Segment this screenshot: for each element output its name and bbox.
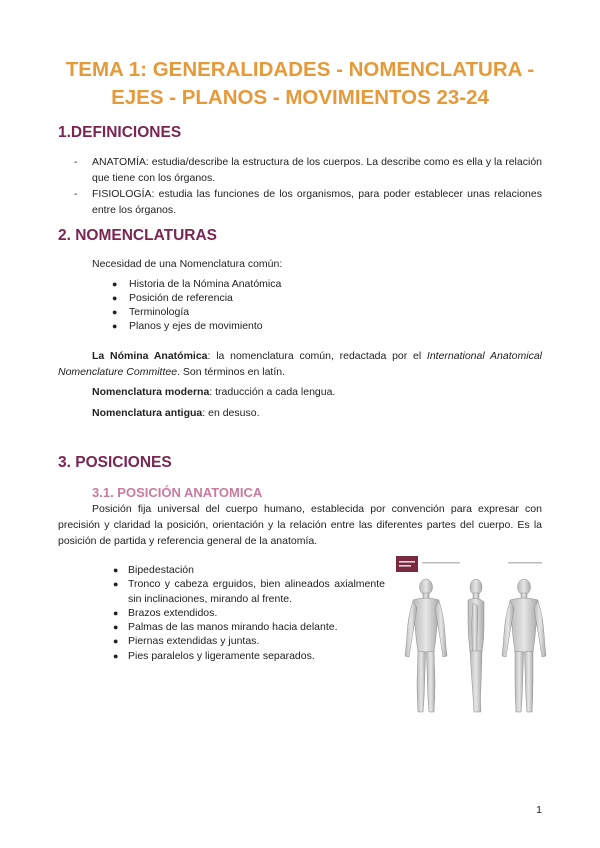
antigua-paragraph	[92, 405, 260, 421]
bullet-dot: ●	[113, 565, 119, 575]
bullet-item	[113, 634, 385, 648]
antigua-term: Nomenclatura antigua	[92, 407, 203, 419]
bullet-item	[113, 563, 385, 577]
definition-item-anatomia	[58, 154, 542, 186]
moderna-paragraph	[92, 384, 335, 400]
bullet-item	[113, 620, 385, 634]
nomina-text-end: . Son términos en latín.	[177, 366, 286, 378]
moderna-text: : traducción a cada lengua.	[209, 386, 336, 398]
bullet-text: Planos y ejes de movimiento	[129, 320, 263, 332]
moderna-term: Nomenclatura moderna	[92, 386, 210, 398]
bullet-dot: ●	[113, 650, 119, 661]
bullet-text: Bipedestación	[128, 564, 194, 576]
bullet-item	[112, 305, 281, 319]
nomenclature-bullets	[112, 277, 281, 333]
back-body-figure	[502, 579, 546, 712]
bullet-text: Brazos extendidos.	[128, 606, 218, 619]
bullet-dot: ●	[113, 636, 119, 647]
section-heading-posiciones: 3. POSICIONES	[58, 454, 172, 471]
posicion-bullets	[113, 563, 385, 663]
bullet-item	[113, 606, 385, 620]
dash-marker: -	[74, 188, 78, 200]
bullet-text: Palmas de las manos mirando hacia delante.	[128, 621, 338, 634]
bullet-item	[113, 577, 385, 606]
bullet-item	[113, 649, 385, 663]
bullet-text: Tronco y cabeza erguidos, bien alineados axialmente sin inclinaciones, mirando al frente.	[128, 578, 385, 605]
nomenclature-intro: Necesidad de una Nomenclatura común:	[92, 258, 283, 270]
title-line-2: EJES - PLANOS - MOVIMIENTOS 23-24	[111, 86, 489, 109]
page-number: 1	[536, 804, 542, 816]
front-body-figure	[405, 579, 447, 712]
definition-item-fisiologia	[58, 186, 542, 218]
bullet-text: Terminología	[129, 306, 190, 318]
bullet-text: Piernas extendidas y juntas.	[128, 635, 260, 648]
bullet-text: Pies paralelos y ligeramente separados.	[128, 649, 315, 662]
bullet-dot: ●	[113, 579, 119, 590]
definition-text: ANATOMÍA: estudia/describe la estructura de los cuerpos. La describe como es ella y la relación que tiene con los órganos.	[92, 156, 542, 184]
definitions-list	[58, 154, 542, 218]
section-heading-definiciones: 1.DEFINICIONES	[58, 124, 182, 141]
bullet-dot: ●	[112, 307, 118, 317]
antigua-text: : en desuso.	[202, 407, 260, 419]
title-line-1: TEMA 1: GENERALIDADES - NOMENCLATURA -	[65, 58, 535, 81]
bullet-item	[112, 319, 281, 333]
figure-label-block	[396, 556, 418, 572]
anatomical-position-figure	[396, 556, 552, 720]
bullet-text: Historia de la Nómina Anatómica	[129, 278, 282, 290]
posicion-paragraph: Posición fija universal del cuerpo humano, establecida por convención para expresar con precisión y claridad la posición, orientación y la relación entre las diferentes partes del cuerpo. Es la posición de partida y referencia general de la anatomía.	[58, 503, 542, 547]
bullet-dot: ●	[112, 279, 118, 289]
committee-name: International Anatomical Nomenclature Committee	[58, 350, 542, 378]
bullet-dot: ●	[113, 607, 119, 618]
bullet-dot: ●	[112, 293, 118, 303]
side-body-figure	[468, 579, 484, 712]
dash-marker: -	[74, 156, 78, 168]
nomina-term: La Nómina Anatómica	[92, 350, 208, 362]
bullet-dot: ●	[112, 321, 118, 331]
bullet-text: Posición de referencia	[129, 292, 233, 304]
definition-text: FISIOLOGÍA: estudia las funciones de los organismos, para poder establecer unas relaciones entre los órganos.	[92, 188, 542, 216]
bullet-dot: ●	[113, 622, 119, 633]
nomina-paragraph	[58, 348, 542, 380]
document-title	[40, 56, 560, 112]
nomina-text: : la nomenclatura común, redactada por el	[207, 350, 427, 362]
subsection-heading-posicion-anatomica: 3.1. POSICIÓN ANATOMICA	[92, 485, 263, 500]
bullet-item	[112, 291, 281, 305]
section-heading-nomenclaturas: 2. NOMENCLATURAS	[58, 227, 218, 244]
bullet-item	[112, 277, 281, 291]
